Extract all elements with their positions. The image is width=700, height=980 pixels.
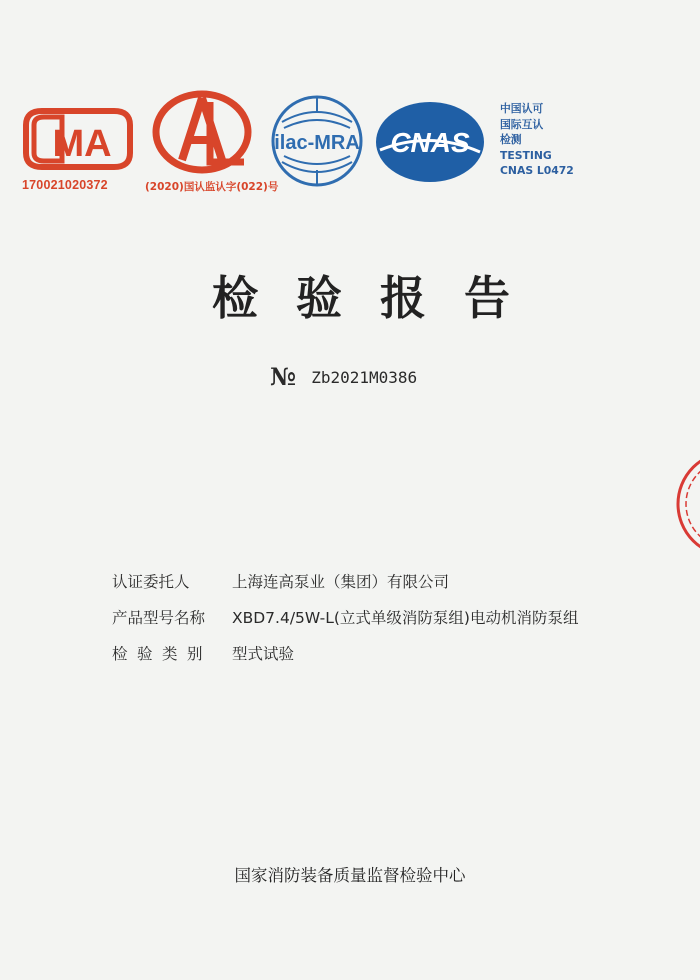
field-value: 型式试验 <box>232 645 295 663</box>
cnas-caption-line: 中国认可 <box>500 102 544 115</box>
field-label: 产品型号名称 <box>112 609 206 627</box>
report-fields <box>112 570 578 678</box>
field-label: 检验类别 <box>112 645 213 663</box>
cma-logo <box>22 103 134 175</box>
cnas-caption-line: CNAS L0472 <box>500 164 574 177</box>
cnas-logo <box>374 100 486 184</box>
field-row <box>112 642 578 678</box>
cal-text: CAL <box>148 88 150 89</box>
svg-text:MA: MA <box>52 123 112 165</box>
cnas-caption-line: 检测 <box>500 133 522 146</box>
svg-text:ilac-MRA: ilac-MRA <box>274 132 360 154</box>
red-seal-icon <box>668 448 700 560</box>
field-value: XBD7.4/5W-L(立式单级消防泵组)电动机消防泵组 <box>232 609 579 627</box>
report-number-row <box>270 362 417 391</box>
cnas-caption <box>500 101 574 179</box>
cnas-caption-line: TESTING <box>500 148 552 162</box>
institution-name: 国家消防装备质量监督检验中心 <box>234 866 466 885</box>
cal-logo <box>148 88 256 176</box>
ilac-mra-logo <box>262 92 372 190</box>
report-title: 检验报告 <box>212 271 548 325</box>
field-value: 上海连高泵业（集团）有限公司 <box>232 573 450 591</box>
cma-code: 170021020372 <box>22 178 108 192</box>
svg-text:CNAS: CNAS <box>390 127 470 158</box>
field-row <box>112 570 578 606</box>
number-sign: № <box>270 362 297 391</box>
cal-code: (2020)国认监认字(022)号 <box>145 181 279 193</box>
field-row <box>112 606 578 642</box>
field-label: 认证委托人 <box>112 573 190 591</box>
cnas-caption-line: 国际互认 <box>500 117 544 131</box>
report-number: Zb2021M0386 <box>311 368 418 387</box>
